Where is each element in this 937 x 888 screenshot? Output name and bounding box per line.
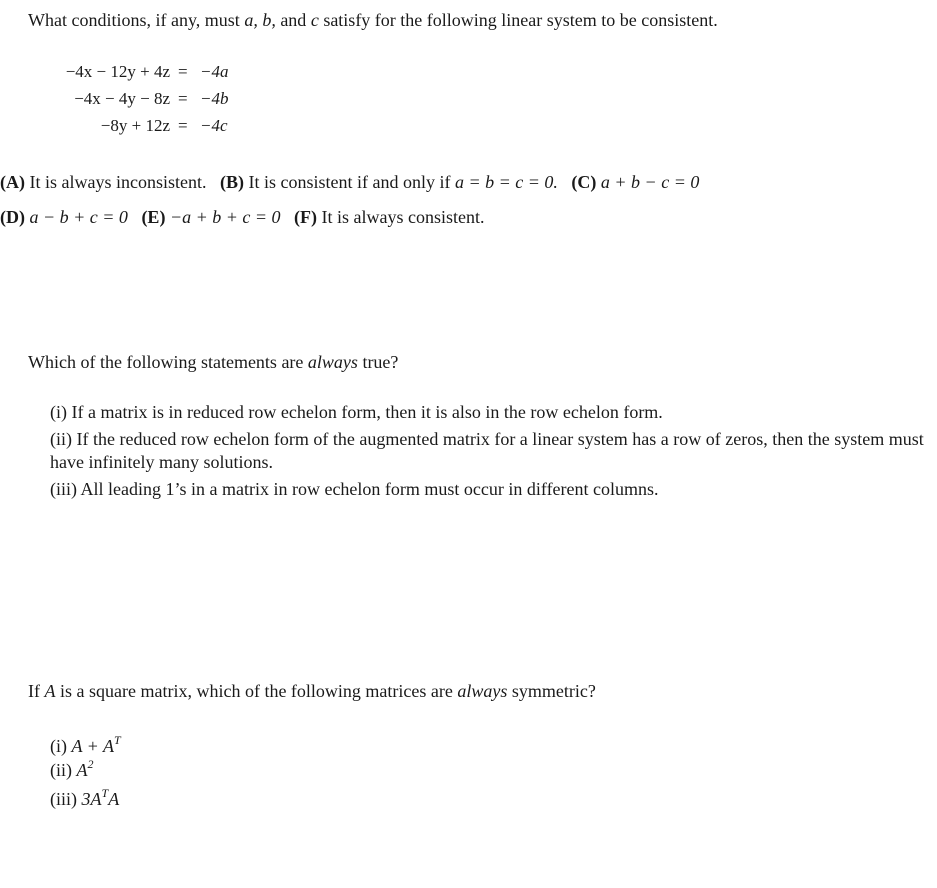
q2-prompt-pre: Which of the following statements are [28,352,308,372]
option-b-math: a = b = c = 0. [454,172,558,192]
equation-1-lhs: −4x − 12y + 4z [65,62,170,81]
equation-2-lhs: −4x − 4y − 8z [74,89,170,108]
option-e-label[interactable]: (E) [141,207,166,227]
equation-2-eq: = [178,89,188,108]
equation-3-eq: = [178,116,188,135]
option-c-math: a + b − c = 0 [596,172,700,192]
q3-item-3-math: 3A [81,789,102,809]
q1-options-line-1 [0,172,699,193]
q3-item-2-math: A [76,760,88,780]
q3-item-3 [50,786,119,810]
q3-item-1-sup: T [114,733,121,747]
q3-item-2 [50,757,94,781]
q3-item-1 [50,733,121,757]
equation-2-rhs: −4b [200,89,229,108]
equation-1-rhs: −4a [200,62,229,81]
q3-item-1-math: A + A [71,736,114,756]
option-d-math: a − b + c = 0 [25,207,128,227]
q1-prompt-and: and [275,10,311,30]
q1-prompt [28,10,718,31]
q3-item-3-label: (iii) [50,789,82,809]
q1-prompt-c: c [310,10,319,30]
q2-statement-2: (ii) If the reduced row echelon form of the augmented matrix for a linear system has a row of zeros, then the system must have infinitely many solutions. [50,429,924,472]
option-b-label[interactable]: (B) [219,172,244,192]
q2-prompt-em: always [307,352,358,372]
q3-prompt-em: always [457,681,508,701]
equation-3-rhs: −4c [200,116,228,135]
option-e-math: −a + b + c = 0 [165,207,281,227]
equation-3-lhs: −8y + 12z [100,116,170,135]
q2-prompt-post: true? [357,352,399,372]
q2-statement-1: (i) If a matrix is in reduced row echelon form, then it is also in the row echelon form. [50,402,663,422]
q3-item-3-tail: A [108,789,120,809]
q1-options-line-2 [0,207,484,228]
option-d-label[interactable]: (D) [0,207,25,227]
equation-1-eq: = [178,62,188,81]
q3-item-3-sup: T [101,786,109,800]
q3-prompt [28,681,596,702]
option-a-label[interactable]: (A) [0,172,25,192]
q3-item-2-label: (ii) [50,760,77,780]
q3-prompt-matrix: A [44,681,56,701]
option-b-text: It is consistent if and only if [243,172,455,192]
q2-prompt [28,352,398,373]
q3-prompt-post: symmetric? [507,681,596,701]
option-f-label[interactable]: (F) [294,207,317,227]
q1-prompt-vars: a, b, [244,10,276,30]
q2-statement-3: (iii) All leading 1’s in a matrix in row echelon form must occur in different columns. [50,479,659,499]
option-c-label[interactable]: (C) [571,172,597,192]
q3-item-1-label: (i) [50,736,72,756]
q1-prompt-after: satisfy for the following linear system to be consistent. [318,10,718,30]
q1-prompt-text: What conditions, if any, must [28,10,245,30]
q3-item-2-sup: 2 [87,757,94,771]
q3-prompt-if: If [28,681,45,701]
option-f-text: It is always consistent. [317,207,485,227]
option-a-text: It is always inconsistent. [25,172,207,192]
q3-prompt-mid: is a square matrix, which of the following matrices are [55,681,458,701]
